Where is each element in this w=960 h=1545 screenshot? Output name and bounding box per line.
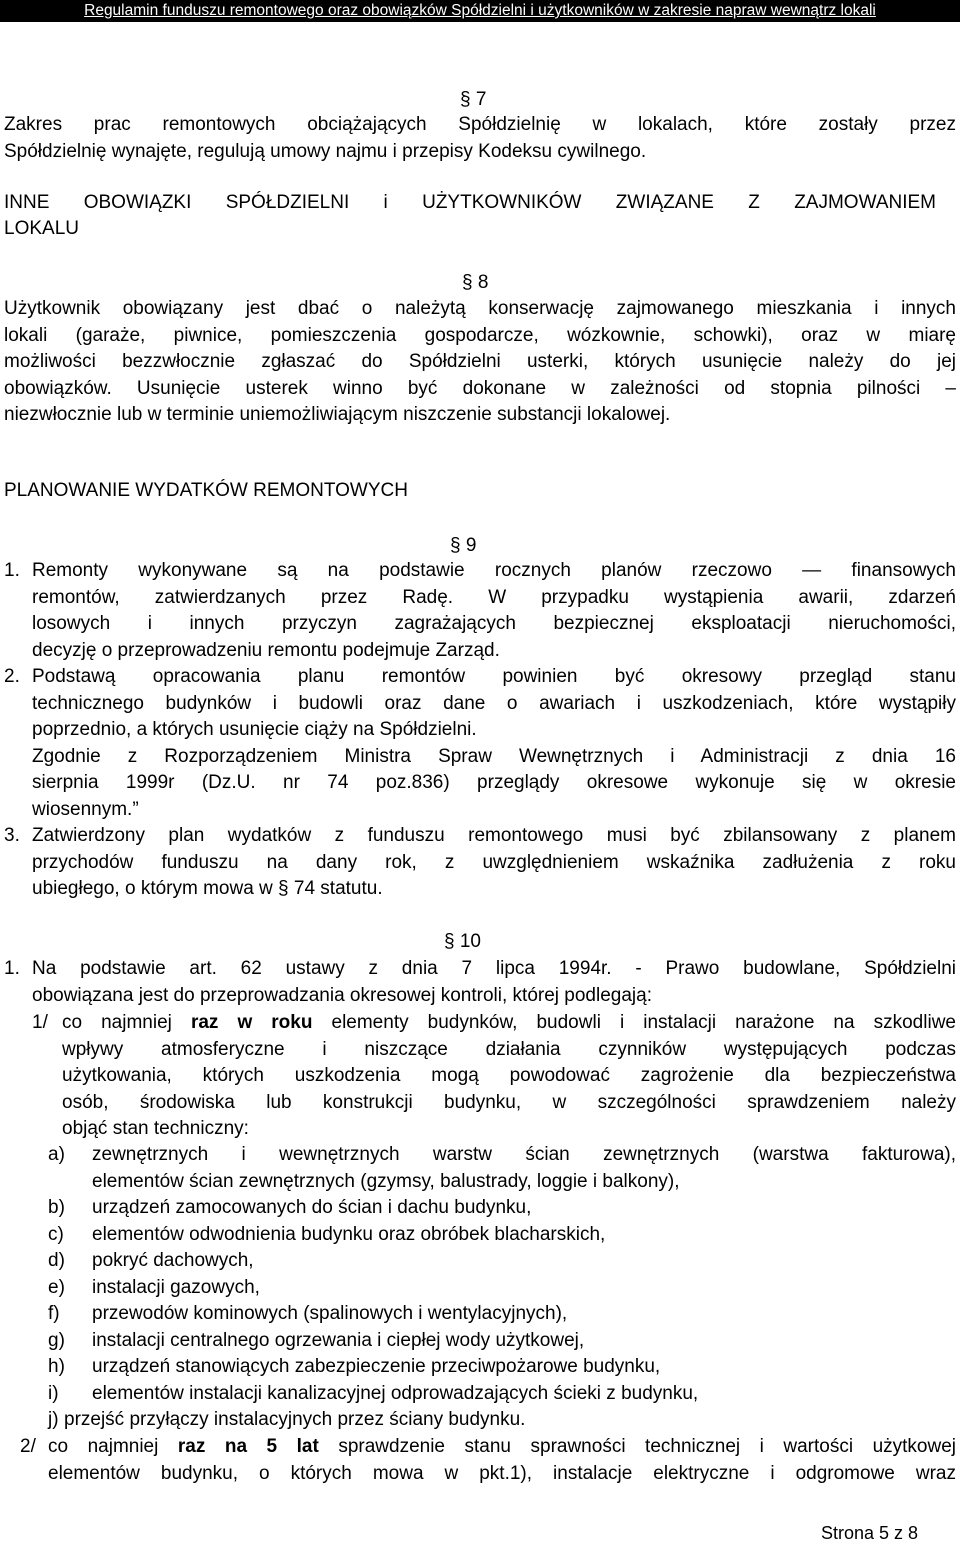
document-header: Regulamin funduszu remontowego oraz obowiązków Spółdzielni i użytkowników w zakresie napraw wewnątrz lokali [84,2,876,19]
text-line: Spółdzielnię wynajęte, regulują umowy najmu i przepisy Kodeksu cywilnego. [4,140,647,162]
letter-label: b) [48,1197,65,1218]
letter-item-d: pokryć dachowych, [92,1250,254,1271]
page-number: Strona 5 z 8 [820,1523,918,1543]
text-line: możliwości bezzwłocznie zgłaszać do Spółdzielni usterki, których usunięcie należy do jej [4,351,956,372]
letter-item-h: urządzeń stanowiących zabezpieczenie przeciwpożarowe budynku, [92,1356,661,1377]
text-line: Użytkownik obowiązany jest dbać o należytą konserwację zajmowanego mieszkania i innych [4,298,956,319]
letter-label: i) [48,1383,59,1404]
text-line: poprzednio, a których usunięcie ciąży na Spółdzielni. [32,719,477,740]
text-line: decyzję o przeprowadzeniu remontu podejmuje Zarząd. [32,639,500,661]
letter-label: e) [48,1277,65,1298]
letter-item-j: przejść przyłączy instalacyjnych przez ściany budynku. [64,1409,526,1430]
section-9-number: § 9 [450,535,477,556]
text-line: obowiązana jest do przeprowadzania okresowej kontroli, której podlegają: [32,984,652,1006]
heading-other-obligations [4,190,936,242]
text-line: Podstawą opracowania planu remontów powinien być okresowy przegląd stanu [32,666,956,687]
letter-label: f) [48,1303,60,1324]
letter-label: j) [48,1409,59,1430]
item-label: 2. [4,666,20,687]
letter-item-a [92,1142,956,1195]
bold-frequency: raz w roku [190,1012,313,1033]
bold-frequency: raz na 5 lat [177,1436,319,1457]
letter-item-i: elementów instalacji kanalizacyjnej odprowadzających ścieki z budynku, [92,1383,699,1404]
letter-item-b: urządzeń zamocowanych do ścian i dachu budynku, [92,1197,532,1218]
item-label: 3. [4,825,20,846]
section-10-sub-item-2 [48,1434,956,1487]
section-7-number: § 7 [460,89,487,110]
text-line: osób, środowiska lub konstrukcji budynku, w szczególności sprawdzeniem należy [62,1091,956,1113]
heading-planning: PLANOWANIE WYDATKÓW REMONTOWYCH [4,480,408,501]
text-line: sierpnia 1999r (Dz.U. nr 74 poz.836) przeglądy okresowe wykonuje się w okresie [32,772,956,793]
text-line: Na podstawie art. 62 ustawy z dnia 7 lipca 1994r. - Prawo budowlane, Spółdzielni [32,958,956,979]
text-line: technicznego budynków i budowli oraz dane o awariach i uszkodzeniach, które wystąpiły [32,692,956,714]
text-line: losowych i innych przyczyn zagrażających bezpiecznej eksploatacji nieruchomości, [32,613,956,634]
text-line: lokali (garaże, piwnice, pomieszczenia gospodarcze, wózkownie, schowki), oraz w miarę [4,324,956,346]
text-line: elementów ścian zewnętrznych (gzymsy, balustrady, loggie i balkony), [92,1170,680,1192]
text-line: obowiązków. Usunięcie usterek winno być dokonane w zależności od stopnia pilności – [4,377,956,399]
item-label: 1. [4,958,20,979]
text-line: przychodów funduszu na dany rok, z uwzględnieniem wskaźnika zadłużenia z roku [32,851,956,873]
text-line: wiosennym.” [32,798,139,820]
sub-item-label: 1/ [32,1012,48,1033]
text-line: Zatwierdzony plan wydatków z funduszu remontowego musi być zbilansowany z planem [32,825,956,846]
letter-item-f: przewodów kominowych (spalinowych i wentylacyjnych), [92,1303,568,1324]
heading-line: LOKALU [4,218,79,239]
letter-label: g) [48,1330,65,1351]
text-line: wpływy atmosferyczne i niszczące działania czynników występujących podczas [62,1038,956,1060]
heading-line: INNE OBOWIĄZKI SPÓŁDZIELNI i UŻYTKOWNIKÓW ZWIĄZANE Z ZAJMOWANIEM [4,192,936,213]
letter-item-c: elementów odwodnienia budynku oraz obróbek blacharskich, [92,1224,606,1245]
section-9-item-1 [32,558,956,664]
sub-item-label: 2/ [20,1436,36,1457]
text-line: użytkowania, których uszkodzenia mogą powodować zagrożenie dla bezpieczeństwa [62,1065,956,1086]
letter-item-g: instalacji centralnego ogrzewania i ciepłej wody użytkowej, [92,1330,585,1351]
letter-label: a) [48,1144,65,1165]
letter-label: h) [48,1356,65,1377]
text-line: co najmniej raz na 5 lat sprawdzenie stanu sprawności technicznej i wartości użytkowej [48,1436,956,1457]
section-8-number: § 8 [462,272,489,293]
text-line: Remonty wykonywane są na podstawie rocznych planów rzeczowo — finansowych [32,560,956,581]
letter-item-e: instalacji gazowych, [92,1277,260,1298]
letter-label: c) [48,1224,64,1245]
text-line: elementów budynku, o których mowa w pkt.1), instalacje elektryczne i odgromowe wraz [48,1462,956,1484]
text-line: remontów, zatwierdzanych przez Radę. W przypadku wystąpienia awarii, zdarzeń [32,586,956,608]
section-10-number: § 10 [444,931,481,952]
section-10-item-1 [32,956,956,1009]
text-line: niezwłocznie lub w terminie uniemożliwiającym niszczenie substancji lokalowej. [4,404,671,425]
section-10-sub-item-1 [62,1010,956,1143]
letter-label: d) [48,1250,65,1271]
section-8-paragraph [4,296,956,429]
section-9-item-2 [32,664,956,823]
section-7-paragraph [4,112,956,165]
item-label: 1. [4,560,20,581]
text-line: ubiegłego, o którym mowa w § 74 statutu. [32,878,383,899]
text-line: zewnętrznych i wewnętrznych warstw ścian zewnętrznych (warstwa fakturowa), [92,1144,956,1165]
text-line: co najmniej raz w roku elementy budynków, budowli i instalacji narażone na szkodliwe [62,1012,956,1033]
text-line: Zakres prac remontowych obciążających Spółdzielnię w lokalach, które zostały przez [4,114,956,135]
section-9-item-3 [32,823,956,903]
text-line: Zgodnie z Rozporządzeniem Ministra Spraw Wewnętrznych i Administracji z dnia 16 [32,745,956,767]
text-line: objąć stan techniczny: [62,1118,249,1139]
